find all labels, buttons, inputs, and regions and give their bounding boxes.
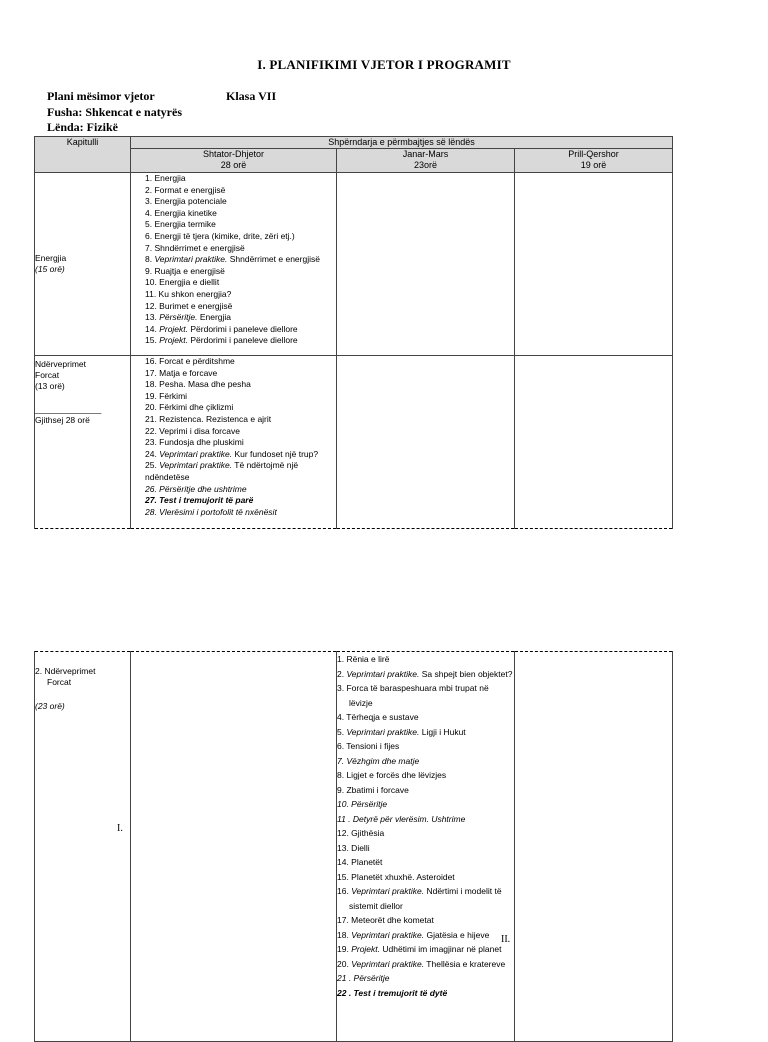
plan-table-2 xyxy=(34,651,673,1042)
topic-item: 6. Tensioni i fijes xyxy=(337,741,400,751)
topic-list xyxy=(145,173,336,347)
chapter-forces-2-cell xyxy=(35,652,131,1042)
topic-item: 28. Vlerësimi i portofolit të nxënësit xyxy=(145,506,277,517)
chapter-name: 2. Ndërveprimet xyxy=(35,666,96,676)
empty-cell xyxy=(337,173,515,356)
topic-item: 17. Matja e forcave xyxy=(145,367,218,378)
topic-item: 5. Energjia termike xyxy=(145,219,216,230)
period-header: Janar-Mars 23orë xyxy=(337,149,515,173)
topic-item: 13. Dielli xyxy=(337,842,370,853)
topic-item: 9. Zbatimi i forcave xyxy=(337,784,409,795)
topic-item: 4. Energjia kinetike xyxy=(145,207,217,218)
topic-item: 9. Ruajtja e energjisë xyxy=(145,265,225,276)
topic-item: 1. Rënia e lirë xyxy=(337,654,390,664)
topic-item: 21. Rezistenca. Rezistenca e ajrit xyxy=(145,413,272,424)
topic-item: 14. Planetët xyxy=(337,857,383,867)
topics-table2 xyxy=(337,652,515,1042)
topic-item: 6. Energji të tjera (kimike, drite, zëri etj.) xyxy=(145,230,295,241)
topic-item: 18. Veprimtari praktike. Gjatësia e hijeve xyxy=(337,929,490,940)
topic-item: 22. Veprimi i disa forcave xyxy=(145,425,240,436)
period-header: Shtator-Dhjetor 28 orë xyxy=(131,149,337,173)
topic-item: 23. Fundosja dhe pluskimi xyxy=(145,437,244,448)
field-label: Fusha: Shkencat e natyrës xyxy=(47,104,183,119)
topic-item: 11 . Detyrë për vlerësim. Ushtrime xyxy=(337,813,466,824)
topic-item: 18. Pesha. Masa dhe pesha xyxy=(145,379,251,390)
empty-cell xyxy=(515,173,673,356)
topics-energy xyxy=(131,173,337,356)
topic-item: 2. Veprimtari praktike. Sa shpejt bien objektet? xyxy=(337,668,513,679)
topic-item: 17. Meteorët dhe kometat xyxy=(337,915,434,925)
chapter-name: Ndërveprimet xyxy=(35,359,87,369)
topic-item: 2. Format e energjisë xyxy=(145,184,226,195)
topic-item: 20. Veprimtari praktike. Thellësia e kratereve xyxy=(337,958,506,969)
topic-item: 3. Energjia potenciale xyxy=(145,196,227,207)
chapter-forces-cell xyxy=(35,356,131,529)
roman-numeral: II. xyxy=(501,934,511,945)
topic-item: 25. Veprimtari praktike. Të ndërtojmë një ndëndetëse xyxy=(145,460,299,482)
empty-cell xyxy=(515,652,673,1042)
topic-item: 19. Projekt. Udhëtimi im imagjinar në planet xyxy=(337,944,502,954)
header-kapitulli: Kapitulli xyxy=(35,137,131,173)
topic-item: 21 . Përsëritje xyxy=(337,973,390,983)
topic-item: 1. Energjia xyxy=(145,173,186,183)
topic-item: 15. Projekt. Përdorimi i paneleve diellore xyxy=(145,335,298,346)
topic-item: 27. Test i tremujorit të parë xyxy=(145,495,254,506)
topic-item: 22 . Test i tremujorit të dytë xyxy=(337,987,448,998)
topic-item: 5. Veprimtari praktike. Ligji i Hukut xyxy=(337,726,466,737)
topic-item: 10. Energjia e diellit xyxy=(145,277,220,288)
chapter-name: Energjia xyxy=(35,253,67,263)
topic-item: 7. Shndërrimet e energjisë xyxy=(145,242,245,253)
chapter-hours: (15 orë) xyxy=(35,264,65,274)
topic-item: 13. Përsëritje. Energjia xyxy=(145,312,232,323)
class-label: Klasa VII xyxy=(226,89,277,103)
separator-line: ______________ xyxy=(35,404,102,414)
header-distribution: Shpërndarja e përmbajtjes së lëndës xyxy=(131,137,673,149)
topic-list xyxy=(337,652,514,1000)
plan-table-1 xyxy=(34,136,673,529)
empty-cell xyxy=(515,356,673,529)
chapter-energy-cell xyxy=(35,173,131,356)
chapter-hours: (13 orë) xyxy=(35,381,65,391)
topic-list xyxy=(145,356,336,518)
chapter-name-line2: Forcat xyxy=(35,370,60,380)
roman-numeral: I. xyxy=(117,823,123,834)
topics-forces xyxy=(131,356,337,529)
plan-label: Plani mësimor vjetor xyxy=(47,89,155,103)
topic-item: 24. Veprimtari praktike. Kur fundoset një trup? xyxy=(145,448,319,459)
total-hours: Gjithsej 28 orë xyxy=(35,415,90,425)
period-header: Prill-Qershor 19 orë xyxy=(515,149,673,173)
topic-item: 16. Veprimtari praktike. Ndërtimi i modelit të sistemit diellor xyxy=(337,886,502,911)
topic-item: 12. Burimet e energjisë xyxy=(145,300,233,311)
topic-item: 20. Fërkimi dhe çiklizmi xyxy=(145,402,234,413)
empty-cell xyxy=(337,356,515,529)
topic-item: 7. Vëzhgim dhe matje xyxy=(337,755,420,766)
plan-meta xyxy=(47,89,182,136)
document-title: I. PLANIFIKIMI VJETOR I PROGRAMIT xyxy=(257,57,511,72)
topic-item: 3. Forca të baraspeshuara mbi trupat në lëvizje xyxy=(337,683,489,708)
topic-item: 12. Gjithësia xyxy=(337,828,385,838)
topic-item: 8. Ligjet e forcës dhe lëvizjes xyxy=(337,770,447,780)
subject-label: Lënda: Fizikë xyxy=(47,120,118,134)
topic-item: 10. Përsëritje xyxy=(337,799,388,809)
chapter-name-line2: Forcat xyxy=(47,677,72,687)
topic-item: 19. Fërkimi xyxy=(145,390,188,401)
topic-item: 26. Përsëritje dhe ushtrime xyxy=(145,483,247,494)
topic-item: 8. Veprimtari praktike. Shndërrimet e energjisë xyxy=(145,254,320,265)
topic-item: 14. Projekt. Përdorimi i paneleve diellore xyxy=(145,323,298,334)
topic-item: 15. Planetët xhuxhë. Asteroidet xyxy=(337,871,455,882)
topic-item: 4. Tërheqja e sustave xyxy=(337,712,419,722)
topic-item: 11. Ku shkon energjia? xyxy=(145,288,232,299)
topic-item: 16. Forcat e përditshme xyxy=(145,356,235,366)
chapter-hours: (23 orë) xyxy=(35,701,65,711)
empty-cell xyxy=(131,652,337,1042)
